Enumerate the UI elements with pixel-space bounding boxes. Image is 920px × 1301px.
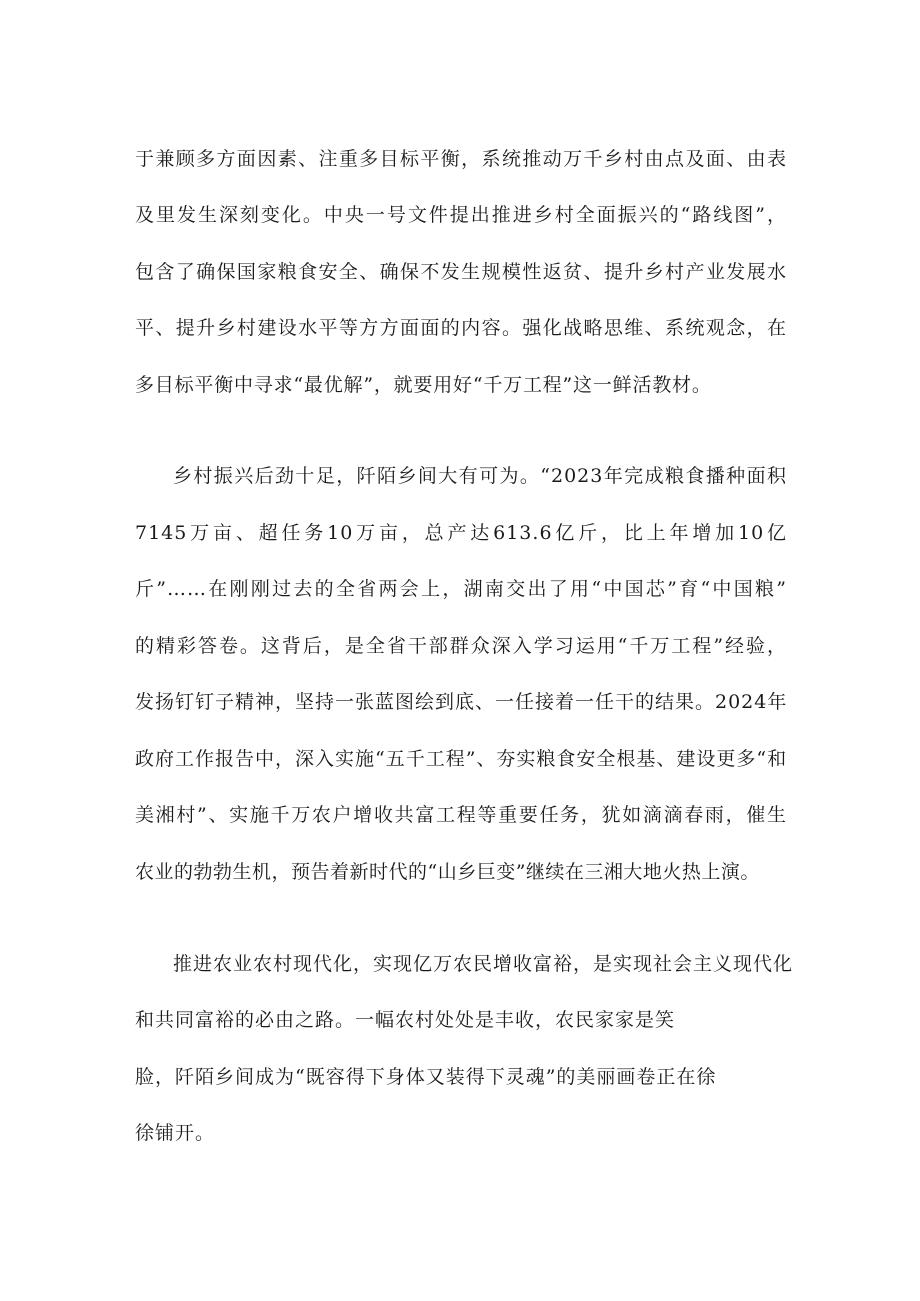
paragraph-1-line-3: 包含了确保国家粮食安全、确保不发生规模性返贫、提升乡村产业发展水 <box>135 261 787 283</box>
paragraph-3-line-3: 脸，阡陌乡间成为“既容得下身体又装得下灵魂”的美丽画卷正在徐 <box>135 1066 717 1088</box>
paragraph-1-line-2: 及里发生深刻变化。中央一号文件提出推进乡村全面振兴的“路线图”， <box>135 204 787 226</box>
paragraph-2-line-2: 7145万亩、超任务10万亩，总产达613.6亿斤，比上年增加10亿 <box>135 522 787 544</box>
paragraph-3-line-1: 推进农业农村现代化，实现亿万农民增收富裕，是实现社会主义现代化 <box>173 953 794 975</box>
paragraph-2-line-3: 斤”……在刚刚过去的全省两会上，湖南交出了用“中国芯”育“中国粮” <box>135 578 787 600</box>
paragraph-1-line-5: 多目标平衡中寻求“最优解”，就要用好“千万工程”这一鲜活教材。 <box>135 374 712 396</box>
paragraph-2-line-6: 政府工作报告中，深入实施“五千工程”、夯实粮食安全根基、建设更多“和 <box>135 748 788 770</box>
paragraph-2-line-4: 的精彩答卷。这背后，是全省干部群众深入学习运用“千万工程”经验， <box>135 635 787 657</box>
paragraph-3-line-4: 徐铺开。 <box>135 1122 216 1144</box>
paragraph-1-line-4: 平、提升乡村建设水平等方方面面的内容。强化战略思维、系统观念，在 <box>135 317 787 339</box>
paragraph-1-line-1: 于兼顾多方面因素、注重多目标平衡，系统推动万千乡村由点及面、由表 <box>135 148 787 170</box>
paragraph-2-line-7: 美湘村”、实施千万农户增收共富工程等重要任务，犹如滴滴春雨，催生 <box>135 804 787 826</box>
paragraph-2-line-5: 发扬钉钉子精神，坚持一张蓝图绘到底、一任接着一任干的结果。2024年 <box>135 691 788 713</box>
paragraph-2-line-1: 乡村振兴后劲十足，阡陌乡间大有可为。“2023年完成粮食播种面积 <box>173 465 787 487</box>
paragraph-2-line-8: 农业的勃勃生机，预告着新时代的“山乡巨变”继续在三湘大地火热上演。 <box>135 861 760 883</box>
paragraph-3-line-2: 和共同富裕的必由之路。一幅农村处处是丰收，农民家家是笑 <box>135 1009 676 1031</box>
